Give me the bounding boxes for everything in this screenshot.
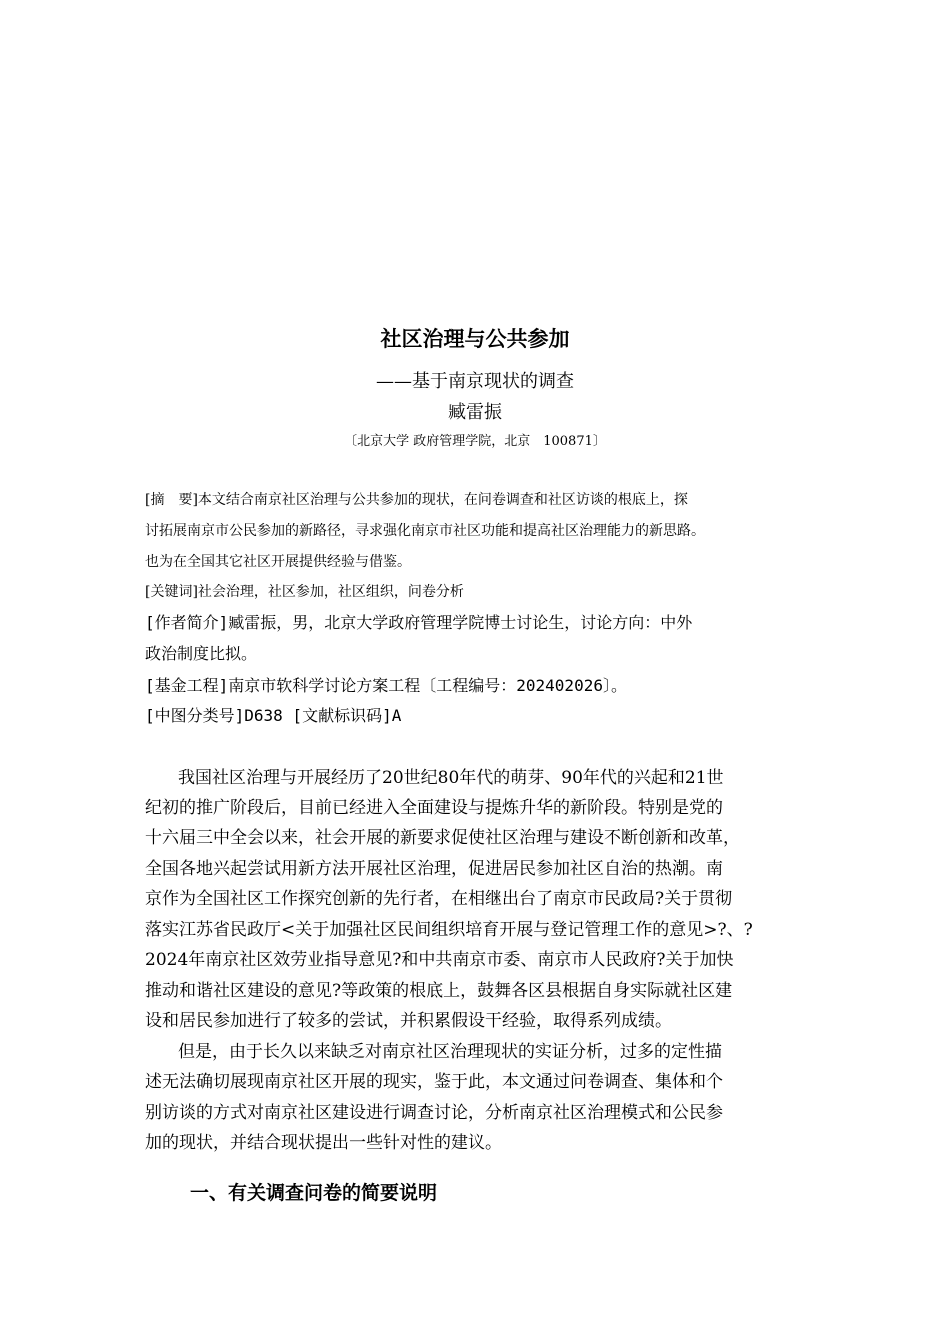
- body-line: 但是，由于长久以来缺乏对南京社区治理现状的实证分析，过多的定性描: [178, 1042, 722, 1062]
- author-affiliation: 〔北京大学 政府管理学院，北京 100871〕: [344, 434, 606, 449]
- body-line: 述无法确切展现南京社区开展的现实，鉴于此，本文通过问卷调查、集体和个: [145, 1072, 723, 1092]
- body-line: 我国社区治理与开展经历了20世纪80年代的萌芽、90年代的兴起和21世: [178, 768, 724, 788]
- author-name: 臧雷振: [448, 402, 502, 423]
- paper-title: 社区治理与公共参加: [380, 327, 570, 351]
- body-line: 纪初的推广阶段后，目前已经进入全面建设与提炼升华的新阶段。特别是党的: [145, 798, 723, 818]
- abstract-line: [摘 要]本文结合南京社区治理与公共参加的现状，在问卷调查和社区访谈的根底上，探: [145, 492, 688, 508]
- section-heading: 一、有关调查问卷的简要说明: [190, 1182, 438, 1204]
- body-line: 2024年南京社区效劳业指导意见?和中共南京市委、南京市人民政府?关于加快: [145, 950, 734, 970]
- body-line: 设和居民参加进行了较多的尝试，并积累假设干经验，取得系列成绩。: [145, 1011, 672, 1031]
- author-bio-line: [作者简介]臧雷振，男，北京大学政府管理学院博士讨论生，讨论方向：中外: [145, 613, 693, 632]
- abstract-line: 讨拓展南京市公民参加的新路径，寻求强化南京市社区功能和提高社区治理能力的新思路。: [145, 523, 705, 539]
- body-line: 推动和谐社区建设的意见?等政策的根底上，鼓舞各区县根据自身实际就社区建: [145, 981, 733, 1001]
- author-bio-line: 政治制度比拟。: [145, 644, 258, 663]
- body-line: 加的现状，并结合现状提出一些针对性的建议。: [145, 1133, 502, 1153]
- body-line: 别访谈的方式对南京社区建设进行调查讨论，分析南京社区治理模式和公民参: [145, 1103, 723, 1123]
- classification-line: [中图分类号]D638 [文献标识码]A: [145, 706, 402, 725]
- body-line: 全国各地兴起尝试用新方法开展社区治理，促进居民参加社区自治的热潮。南: [145, 859, 723, 879]
- paper-subtitle: ——基于南京现状的调查: [376, 371, 574, 392]
- body-line: 落实江苏省民政厅<关于加强社区民间组织培育开展与登记管理工作的意见>?、?: [145, 920, 753, 940]
- abstract-line: 也为在全国其它社区开展提供经验与借鉴。: [145, 554, 411, 570]
- body-line: 京作为全国社区工作探究创新的先行者，在相继出台了南京市民政局?关于贯彻: [145, 889, 733, 909]
- fund-line: [基金工程]南京市软科学讨论方案工程〔工程编号：202402026〕。: [145, 676, 627, 695]
- keywords-line: [关键词]社会治理，社区参加，社区组织，问卷分析: [145, 584, 464, 600]
- body-line: 十六届三中全会以来，社会开展的新要求促使社区治理与建设不断创新和改革，: [145, 828, 740, 848]
